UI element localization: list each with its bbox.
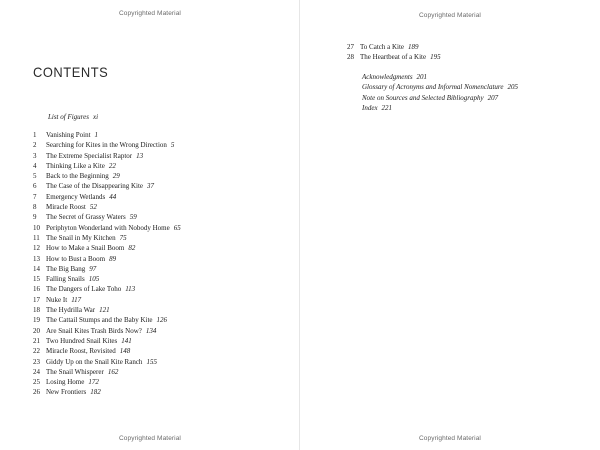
watermark-top-left: Copyrighted Material — [119, 10, 181, 17]
toc-entry[interactable] — [347, 52, 441, 62]
chapter-title: The Big Bang — [46, 264, 86, 273]
toc-entry[interactable] — [33, 357, 181, 367]
chapter-number: 3 — [33, 151, 37, 160]
chapter-title: Losing Home — [46, 378, 85, 387]
chapter-title: To Catch a Kite — [360, 43, 405, 51]
back-matter-entry[interactable] — [362, 103, 518, 113]
chapter-title: Back to the Beginning — [46, 172, 109, 181]
chapter-page-number: 141 — [121, 336, 132, 345]
chapter-number: 7 — [33, 192, 37, 201]
toc-entry[interactable] — [33, 223, 181, 233]
chapter-title: The Dangers of Lake Toho — [46, 285, 122, 294]
back-matter-page-number: 205 — [507, 83, 518, 92]
back-matter-title: Acknowledgments — [362, 73, 413, 81]
chapter-title: Are Snail Kites Trash Birds Now? — [46, 326, 142, 335]
chapter-title: How to Bust a Boom — [46, 254, 106, 263]
back-matter-page-number: 207 — [487, 93, 499, 102]
chapter-title: How to Make a Snail Boom — [46, 244, 125, 253]
chapter-number: 2 — [33, 141, 37, 150]
back-matter-entry[interactable] — [362, 72, 518, 82]
chapter-number: 5 — [33, 172, 37, 181]
toc-entry[interactable] — [33, 130, 181, 140]
back-matter-list — [362, 72, 518, 113]
toc-entry[interactable] — [33, 140, 181, 150]
chapter-title: New Frontiers — [46, 388, 87, 397]
back-matter-entry[interactable] — [362, 93, 518, 103]
chapter-number: 23 — [33, 357, 40, 366]
chapter-page-number: 105 — [88, 275, 100, 284]
chapter-page-number: 52 — [89, 203, 97, 212]
chapter-page-number: 134 — [145, 326, 157, 335]
front-matter-label: List of Figures — [48, 113, 89, 121]
toc-entry[interactable] — [33, 305, 181, 315]
chapter-title: Emergency Wetlands — [46, 192, 106, 201]
toc-entry[interactable] — [347, 42, 441, 52]
chapter-title: Thinking Like a Kite — [46, 161, 105, 170]
toc-entry[interactable] — [33, 212, 181, 222]
toc-entry[interactable] — [33, 377, 181, 387]
chapter-number: 27 — [347, 43, 354, 51]
toc-entry[interactable] — [33, 233, 181, 243]
toc-entry[interactable] — [33, 254, 181, 264]
chapter-page-number: 22 — [108, 161, 116, 170]
chapter-number: 4 — [33, 161, 37, 170]
toc-list-right — [347, 42, 441, 63]
chapter-page-number: 75 — [119, 233, 127, 242]
toc-entry[interactable] — [33, 181, 181, 191]
chapter-page-number: 155 — [146, 357, 157, 366]
chapter-title: The Cattail Stumps and the Baby Kite — [46, 316, 153, 325]
chapter-title: The Snail Whisperer — [46, 367, 104, 376]
chapter-title: Miracle Roost, Revisited — [46, 347, 116, 356]
toc-entry[interactable] — [33, 315, 181, 325]
toc-entry[interactable] — [33, 387, 181, 397]
toc-entry[interactable] — [33, 192, 181, 202]
chapter-page-number: 89 — [109, 254, 117, 263]
chapter-number: 28 — [347, 53, 354, 62]
chapter-title: Falling Snails — [46, 275, 85, 284]
chapter-page-number: 182 — [90, 388, 101, 397]
chapter-number: 16 — [33, 285, 40, 294]
chapter-page-number: 195 — [430, 53, 441, 62]
chapter-title: The Extreme Specialist Raptor — [46, 151, 133, 160]
toc-entry[interactable] — [33, 284, 181, 294]
page-title: CONTENTS — [33, 64, 109, 80]
chapter-page-number: 162 — [107, 367, 119, 376]
toc-entry[interactable] — [33, 264, 181, 274]
back-matter-page-number: 221 — [381, 103, 393, 112]
chapter-number: 19 — [33, 316, 40, 325]
chapter-title: Miracle Roost — [46, 203, 86, 212]
toc-entry[interactable] — [33, 367, 181, 377]
toc-entry[interactable] — [33, 346, 181, 356]
chapter-page-number: 97 — [89, 264, 97, 273]
chapter-page-number: 29 — [112, 172, 120, 181]
chapter-number: 20 — [33, 326, 40, 335]
chapter-number: 17 — [33, 295, 40, 304]
chapter-title: The Case of the Disappearing Kite — [46, 182, 143, 191]
chapter-number: 18 — [33, 306, 40, 315]
chapter-title: The Snail in My Kitchen — [46, 233, 116, 242]
chapter-page-number: 82 — [128, 244, 136, 253]
chapter-number: 25 — [33, 378, 40, 387]
toc-entry[interactable] — [33, 326, 181, 336]
back-matter-title: Note on Sources and Selected Bibliography — [362, 93, 484, 102]
chapter-title: The Secret of Grassy Waters — [46, 213, 126, 222]
chapter-title: The Heartbeat of a Kite — [360, 53, 427, 62]
chapter-number: 6 — [33, 182, 37, 191]
back-matter-entry[interactable] — [362, 82, 518, 92]
toc-entry[interactable] — [33, 161, 181, 171]
chapter-page-number: 37 — [147, 182, 154, 191]
chapter-title: Nuke It — [46, 295, 68, 304]
chapter-page-number: 189 — [408, 43, 419, 51]
watermark-top-right: Copyrighted Material — [419, 12, 481, 19]
toc-entry[interactable] — [33, 151, 181, 161]
chapter-title: Searching for Kites in the Wrong Direction — [46, 141, 167, 150]
chapter-title: Two Hundred Snail Kites — [46, 336, 118, 345]
back-matter-title: Index — [362, 103, 378, 112]
front-matter-page: xi — [92, 113, 99, 121]
toc-list-left — [33, 130, 181, 398]
chapter-number: 15 — [33, 275, 40, 284]
toc-entry[interactable] — [33, 295, 181, 305]
toc-entry[interactable] — [33, 336, 181, 346]
chapter-page-number: 1 — [94, 131, 99, 139]
chapter-page-number: 65 — [173, 223, 181, 232]
chapter-number: 24 — [33, 367, 40, 376]
chapter-page-number: 126 — [156, 316, 168, 325]
back-matter-page-number: 201 — [416, 73, 428, 81]
chapter-page-number: 172 — [88, 378, 99, 387]
chapter-number: 26 — [33, 388, 40, 397]
chapter-title: Vanishing Point — [46, 131, 91, 139]
chapter-number: 10 — [33, 223, 40, 232]
toc-entry[interactable] — [33, 202, 181, 212]
right-page — [300, 0, 600, 450]
chapter-page-number: 5 — [170, 141, 175, 150]
chapter-number: 12 — [33, 244, 40, 253]
chapter-number: 13 — [33, 254, 40, 263]
chapter-page-number: 148 — [119, 347, 131, 356]
chapter-number: 8 — [33, 203, 37, 212]
chapter-number: 21 — [33, 336, 40, 345]
toc-entry[interactable] — [33, 171, 181, 181]
chapter-page-number: 13 — [136, 151, 144, 160]
chapter-number: 22 — [33, 347, 40, 356]
toc-entry[interactable] — [33, 274, 181, 284]
chapter-page-number: 59 — [129, 213, 137, 222]
chapter-page-number: 44 — [109, 192, 117, 201]
chapter-page-number: 113 — [125, 285, 136, 294]
chapter-title: Periphyton Wonderland with Nobody Home — [46, 223, 170, 232]
chapter-title: Giddy Up on the Snail Kite Ranch — [46, 357, 143, 366]
chapter-number: 14 — [33, 264, 40, 273]
chapter-number: 9 — [33, 213, 37, 222]
front-matter-entry[interactable] — [48, 113, 98, 121]
back-matter-title: Glossary of Acronyms and Informal Nomenclature — [362, 83, 504, 92]
chapter-page-number: 117 — [71, 295, 82, 304]
watermark-bottom-left: Copyrighted Material — [119, 435, 181, 442]
watermark-bottom-right: Copyrighted Material — [419, 435, 481, 442]
toc-entry[interactable] — [33, 243, 181, 253]
chapter-title: The Hydrilla War — [46, 306, 96, 315]
chapter-page-number: 121 — [99, 306, 110, 315]
chapter-number: 11 — [33, 233, 40, 242]
chapter-number: 1 — [33, 131, 37, 139]
